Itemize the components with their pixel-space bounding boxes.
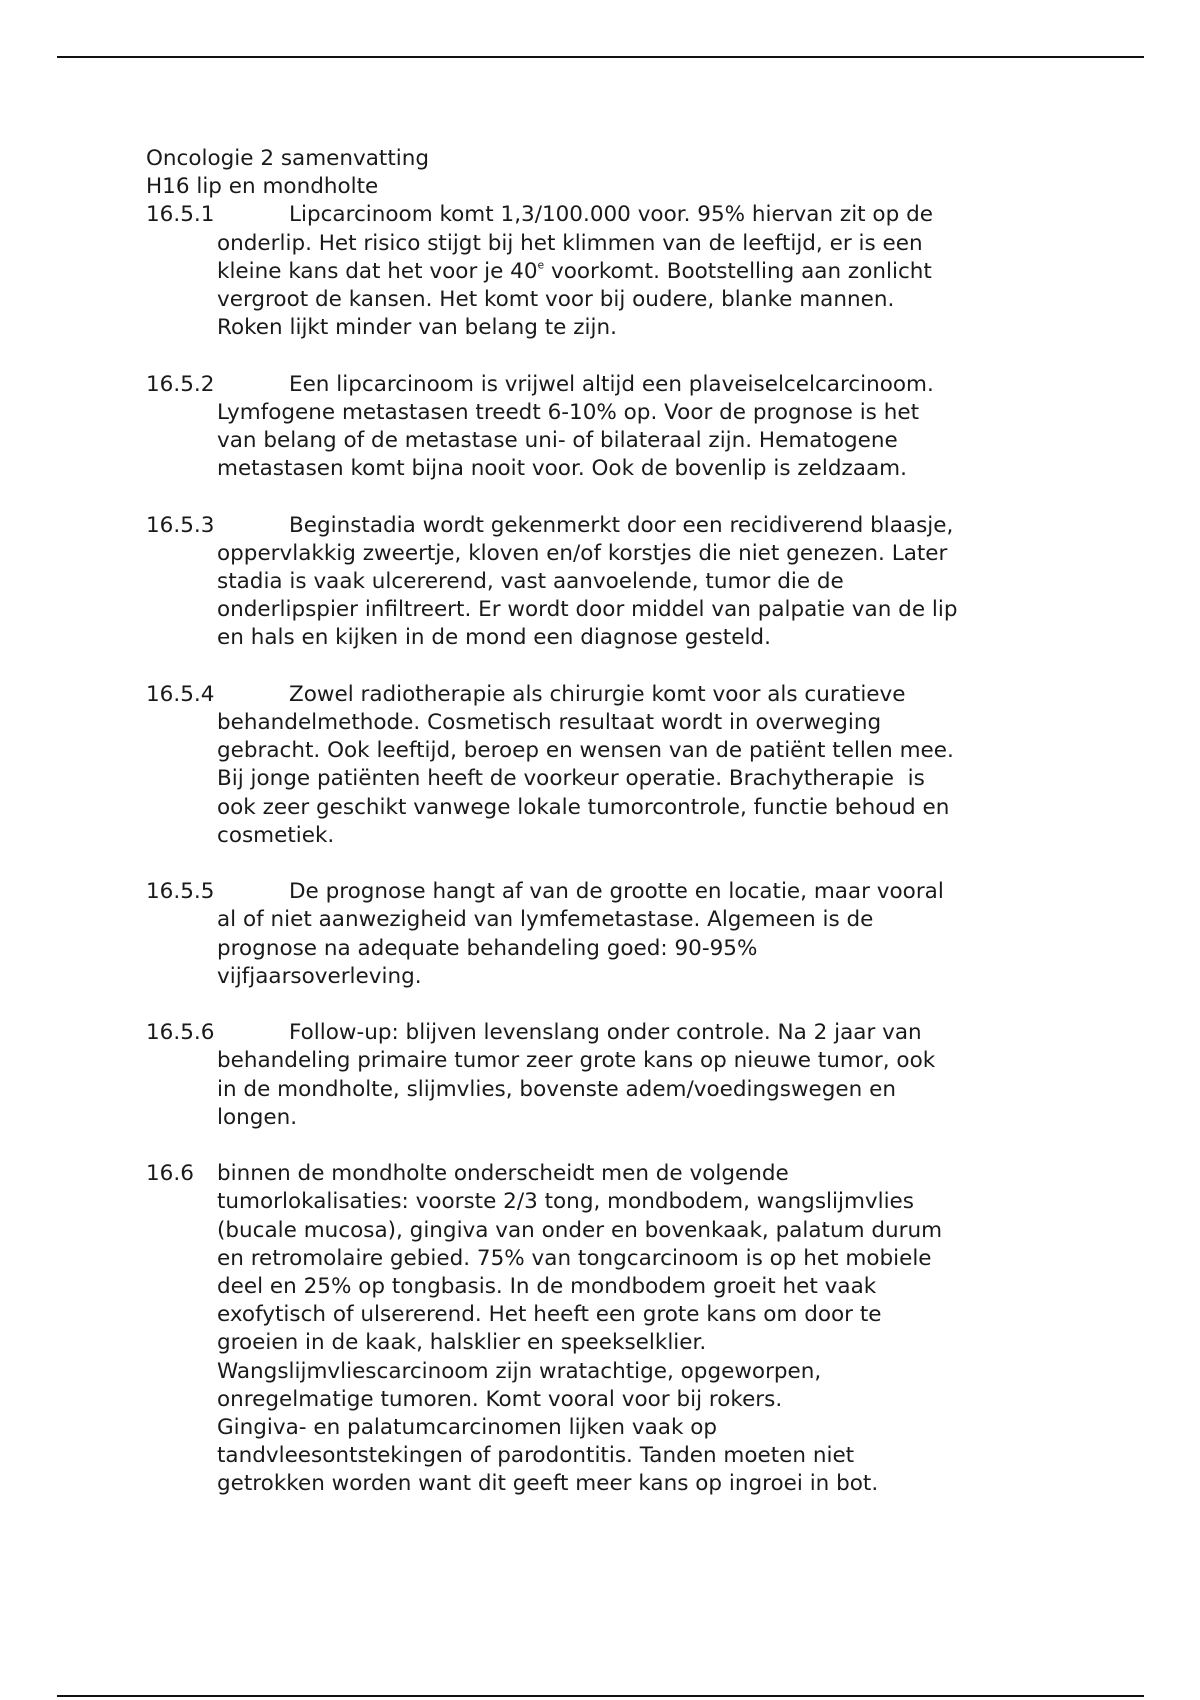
text-line: Lipcarcinoom komt 1,3/100.000 voor. 95% hiervan zit op de xyxy=(289,202,933,228)
text-line: Gingiva- en palatumcarcinomen lijken vaak op xyxy=(217,1415,718,1441)
text-line: metastasen komt bijna nooit voor. Ook de bovenlip is zeldzaam. xyxy=(217,456,907,482)
section-16-6 xyxy=(146,1160,1066,1498)
section-text xyxy=(217,201,1066,342)
text-line: en retromolaire gebied. 75% van tongcarcinoom is op het mobiele xyxy=(217,1245,932,1271)
text-line: kleine kans dat het voor je 40e voorkomt. Bootstelling aan zonlicht xyxy=(217,258,932,284)
text-line: en hals en kijken in de mond een diagnose gesteld. xyxy=(217,625,771,651)
section-16-5-1 xyxy=(146,201,1066,342)
text-line: behandelmethode. Cosmetisch resultaat wordt in overweging xyxy=(217,710,882,736)
document-title: Oncologie 2 samenvatting xyxy=(146,146,430,171)
text-line: (bucale mucosa), gingiva van onder en bovenkaak, palatum durum xyxy=(217,1217,943,1243)
text-line: getrokken worden want dit geeft meer kans op ingroei in bot. xyxy=(217,1471,879,1497)
text-line: van belang of de metastase uni- of bilateraal zijn. Hematogene xyxy=(217,428,898,454)
text-line: stadia is vaak ulcererend, vast aanvoelende, tumor die de xyxy=(217,569,844,595)
text-line: longen. xyxy=(217,1104,298,1130)
text-line: groeien in de kaak, halsklier en speekselklier. xyxy=(217,1330,707,1356)
section-16-5-2 xyxy=(146,371,1066,484)
text-line: binnen de mondholte onderscheidt men de volgende xyxy=(217,1161,789,1187)
text-line: prognose na adequate behandeling goed: 90-95% xyxy=(217,935,758,961)
section-text xyxy=(217,1019,1066,1132)
text-line: Wangslijmvliescarcinoom zijn wratachtige, opgeworpen, xyxy=(217,1358,822,1384)
section-text xyxy=(217,512,1066,653)
section-16-5-4 xyxy=(146,681,1066,850)
text-line: Een lipcarcinoom is vrijwel altijd een plaveiselcelcarcinoom. xyxy=(289,371,934,397)
text-line: Zowel radiotherapie als chirurgie komt voor als curatieve xyxy=(289,681,906,707)
text-line: onderlip. Het risico stijgt bij het klimmen van de leeftijd, er is een xyxy=(217,230,923,256)
text-line: al of niet aanwezigheid van lymfemetastase. Algemeen is de xyxy=(217,907,874,933)
text-line: exofytisch of ulsererend. Het heeft een grote kans om door te xyxy=(217,1302,882,1328)
section-number: 16.6 xyxy=(146,1161,194,1187)
section-text xyxy=(217,681,1066,850)
text-line: oppervlakkig zweertje, kloven en/of korstjes die niet genezen. Later xyxy=(217,540,948,566)
text-line: onderlipspier infiltreert. Er wordt door middel van palpatie van de lip xyxy=(217,597,958,623)
section-16-5-5 xyxy=(146,878,1066,991)
section-number: 16.5.2 xyxy=(146,371,215,397)
document-body xyxy=(146,145,1066,1527)
text-line: behandeling primaire tumor zeer grote kans op nieuwe tumor, ook xyxy=(217,1048,936,1074)
section-text xyxy=(217,1160,1066,1498)
section-16-5-3 xyxy=(146,512,1066,653)
text-line: gebracht. Ook leeftijd, beroep en wensen van de patiënt tellen mee. xyxy=(217,738,954,764)
page-bottom-rule xyxy=(57,1695,1144,1697)
text-line: in de mondholte, slijmvlies, bovenste adem/voedingswegen en xyxy=(217,1076,896,1102)
section-number: 16.5.4 xyxy=(146,681,215,707)
text-line: tumorlokalisaties: voorste 2/3 tong, mondbodem, wangslijmvlies xyxy=(217,1189,914,1215)
text-line: vijfjaarsoverleving. xyxy=(217,963,422,989)
section-text xyxy=(217,878,1066,991)
section-16-5-6 xyxy=(146,1019,1066,1132)
text-line: tandvleesontstekingen of parodontitis. Tanden moeten niet xyxy=(217,1443,855,1469)
section-number: 16.5.3 xyxy=(146,512,215,538)
text-line: cosmetiek. xyxy=(217,822,335,848)
section-number: 16.5.1 xyxy=(146,202,215,228)
section-number: 16.5.5 xyxy=(146,879,215,905)
page-top-rule xyxy=(57,56,1144,58)
chapter-heading: H16 lip en mondholte xyxy=(146,174,379,200)
text-line: Follow-up: blijven levenslang onder controle. Na 2 jaar van xyxy=(289,1020,922,1046)
section-text xyxy=(217,371,1066,484)
text-line: Beginstadia wordt gekenmerkt door een recidiverend blaasje, xyxy=(289,512,954,538)
text-line: Lymfogene metastasen treedt 6-10% op. Voor de prognose is het xyxy=(217,399,920,425)
text-line: vergroot de kansen. Het komt voor bij oudere, blanke mannen. xyxy=(217,287,895,313)
section-number: 16.5.6 xyxy=(146,1020,215,1046)
text-line: Bij jonge patiënten heeft de voorkeur operatie. Brachytherapie is xyxy=(217,766,925,792)
text-line: deel en 25% op tongbasis. In de mondbodem groeit het vaak xyxy=(217,1274,877,1300)
superscript: e xyxy=(537,258,545,272)
text-line: onregelmatige tumoren. Komt vooral voor bij rokers. xyxy=(217,1386,783,1412)
text-line: ook zeer geschikt vanwege lokale tumorcontrole, functie behoud en xyxy=(217,794,950,820)
text-line: De prognose hangt af van de grootte en locatie, maar vooral xyxy=(289,879,944,905)
text-line: Roken lijkt minder van belang te zijn. xyxy=(217,315,617,341)
